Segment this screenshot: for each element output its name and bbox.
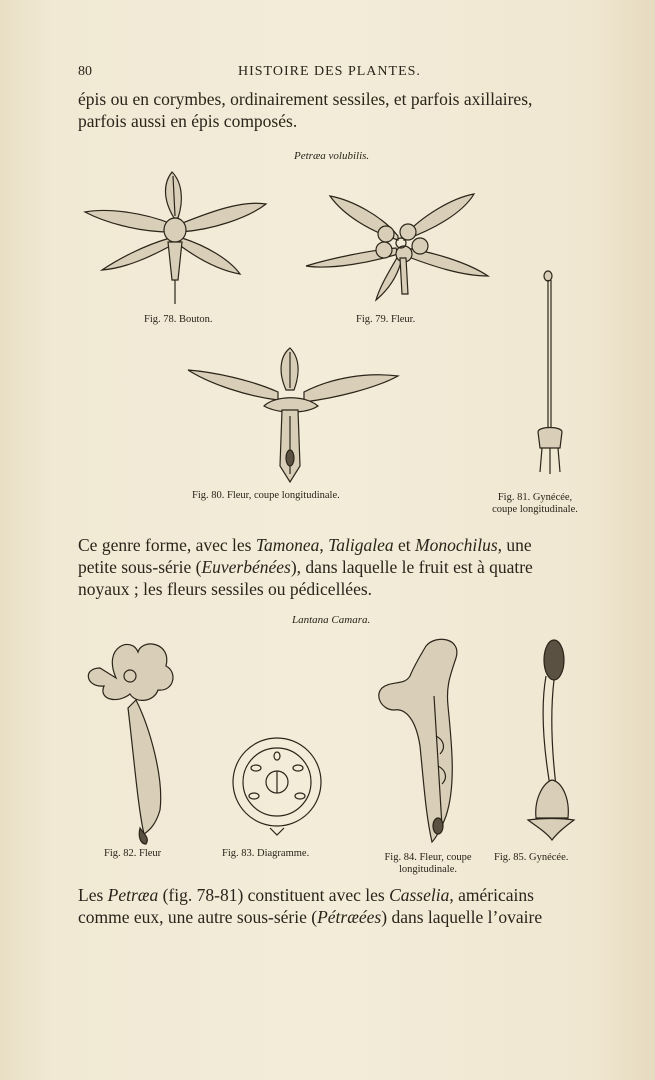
figure-80-flower-section bbox=[186, 346, 400, 486]
caption-fig-82: Fig. 82. Fleur bbox=[104, 848, 162, 859]
figure-81-gynoecium bbox=[530, 270, 570, 480]
text-line: épis ou en corymbes, ordinairement sessiles, et parfois axillaires, bbox=[78, 89, 533, 109]
caption-fig-78: Fig. 78. Bouton. bbox=[144, 314, 213, 325]
page-header bbox=[78, 64, 598, 86]
figure-85-gynoecium bbox=[522, 640, 578, 844]
species-label-lantana: Lantana Camara. bbox=[292, 614, 371, 626]
text-line: Ce genre forme, avec les Tamonea, Taligalea et Monochilus, une bbox=[78, 535, 532, 555]
paragraph-intro bbox=[78, 88, 594, 132]
caption-fig-85: Fig. 85. Gynécée. bbox=[494, 852, 569, 863]
text-line: parfois aussi en épis composés. bbox=[78, 111, 298, 131]
page-number: 80 bbox=[78, 64, 92, 79]
running-title: HISTOIRE DES PLANTES. bbox=[238, 64, 421, 79]
text-line: Les Petræa (fig. 78-81) constituent avec les Casselia, américains bbox=[78, 885, 534, 905]
text-line: noyaux ; les fleurs sessiles ou pédicellées. bbox=[78, 579, 373, 599]
caption-fig-81 bbox=[480, 492, 590, 516]
figure-78-bud bbox=[82, 168, 272, 308]
figure-82-flower bbox=[80, 638, 180, 844]
caption-fig-84 bbox=[370, 852, 486, 876]
caption-line: Fig. 81. Gynécée, bbox=[497, 492, 573, 503]
paragraph-euverbenees bbox=[78, 534, 594, 600]
figure-84-flower-section bbox=[376, 636, 472, 844]
caption-line: coupe longitudinale. bbox=[492, 504, 578, 515]
paragraph-petraeees bbox=[78, 884, 594, 928]
figure-79-flower bbox=[302, 186, 492, 306]
figure-83-diagram bbox=[230, 736, 324, 836]
caption-fig-83: Fig. 83. Diagramme. bbox=[222, 848, 310, 859]
text-line: comme eux, une autre sous-série (Pétræées) dans laquelle l’ovaire bbox=[78, 907, 543, 927]
species-label-petraea: Petræa volubilis. bbox=[294, 150, 370, 162]
caption-line: longitudinale. bbox=[398, 864, 458, 875]
caption-fig-79: Fig. 79. Fleur. bbox=[356, 314, 416, 325]
caption-line: Fig. 84. Fleur, coupe bbox=[384, 852, 472, 863]
caption-fig-80: Fig. 80. Fleur, coupe longitudinale. bbox=[192, 490, 340, 501]
text-line: petite sous-série (Euverbénées), dans laquelle le fruit est à quatre bbox=[78, 557, 533, 577]
